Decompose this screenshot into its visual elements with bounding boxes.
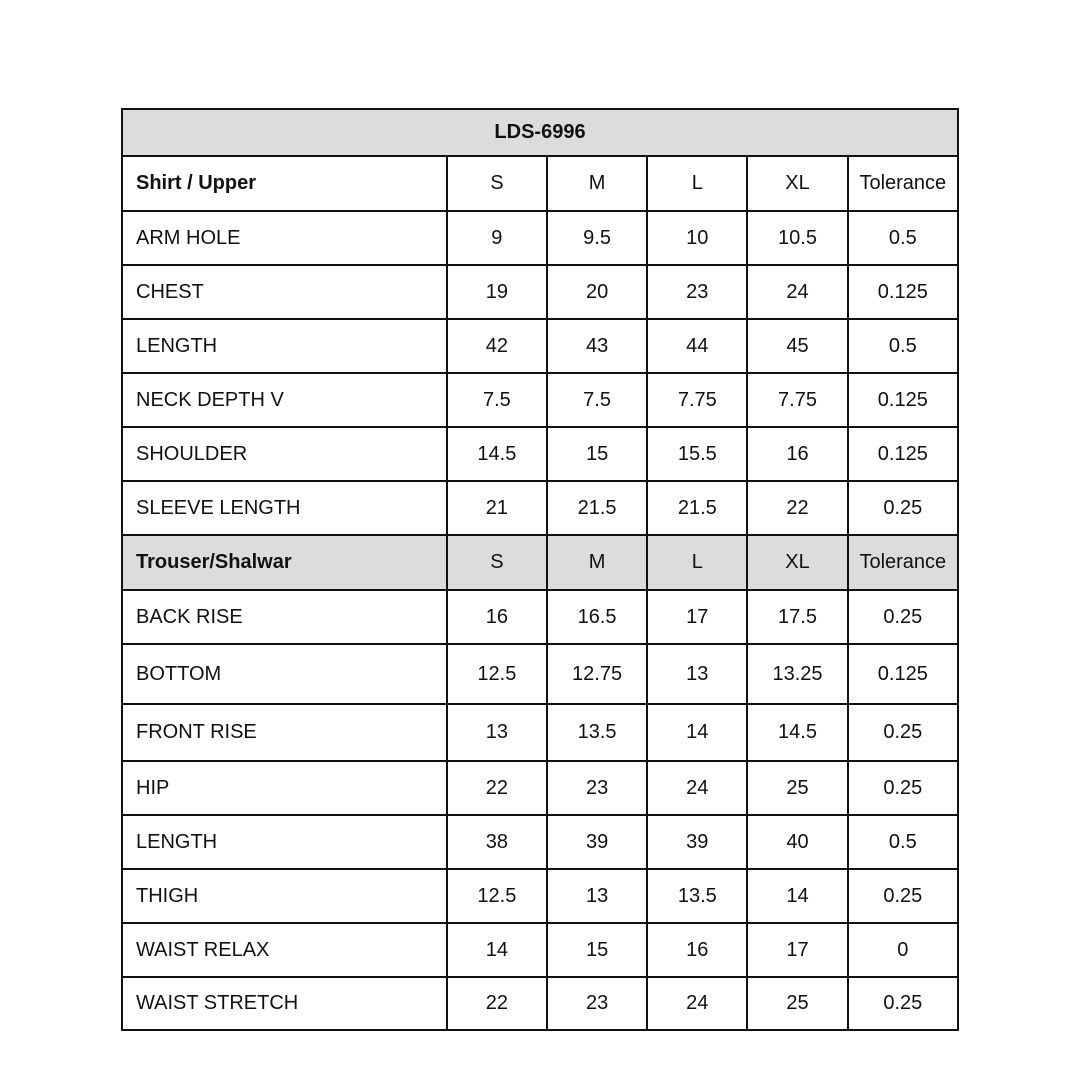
size-value-cell: 12.75 bbox=[547, 644, 647, 704]
tolerance-value-cell: 0.125 bbox=[848, 644, 958, 704]
tolerance-column-header: Tolerance bbox=[848, 156, 958, 211]
size-column-header: M bbox=[547, 156, 647, 211]
size-value-cell: 20 bbox=[547, 265, 647, 319]
measurement-name: CHEST bbox=[122, 265, 447, 319]
tolerance-value-cell: 0.25 bbox=[848, 590, 958, 644]
size-value-cell: 7.75 bbox=[647, 373, 747, 427]
title-row bbox=[122, 109, 958, 156]
size-value-cell: 40 bbox=[747, 815, 847, 869]
size-value-cell: 38 bbox=[447, 815, 547, 869]
table-row bbox=[122, 319, 958, 373]
size-value-cell: 16 bbox=[447, 590, 547, 644]
size-value-cell: 44 bbox=[647, 319, 747, 373]
tolerance-value-cell: 0.125 bbox=[848, 265, 958, 319]
tolerance-value-cell: 0.5 bbox=[848, 815, 958, 869]
size-value-cell: 14.5 bbox=[447, 427, 547, 481]
table-row bbox=[122, 211, 958, 265]
size-value-cell: 9.5 bbox=[547, 211, 647, 265]
measurement-name: LENGTH bbox=[122, 319, 447, 373]
size-value-cell: 23 bbox=[547, 761, 647, 815]
size-value-cell: 21.5 bbox=[647, 481, 747, 535]
size-value-cell: 15 bbox=[547, 427, 647, 481]
size-value-cell: 14 bbox=[447, 923, 547, 977]
table-row bbox=[122, 644, 958, 704]
section-header-row bbox=[122, 535, 958, 590]
size-column-header: L bbox=[647, 535, 747, 590]
size-value-cell: 25 bbox=[747, 977, 847, 1030]
size-value-cell: 13 bbox=[447, 704, 547, 761]
tolerance-value-cell: 0.25 bbox=[848, 481, 958, 535]
size-column-header: S bbox=[447, 535, 547, 590]
size-value-cell: 24 bbox=[747, 265, 847, 319]
size-value-cell: 22 bbox=[447, 977, 547, 1030]
measurement-name: WAIST STRETCH bbox=[122, 977, 447, 1030]
size-value-cell: 14 bbox=[647, 704, 747, 761]
size-value-cell: 16 bbox=[647, 923, 747, 977]
size-column-header: S bbox=[447, 156, 547, 211]
size-value-cell: 19 bbox=[447, 265, 547, 319]
size-value-cell: 13 bbox=[647, 644, 747, 704]
measurement-name: SHOULDER bbox=[122, 427, 447, 481]
table-row bbox=[122, 481, 958, 535]
table-row bbox=[122, 373, 958, 427]
size-value-cell: 21 bbox=[447, 481, 547, 535]
size-value-cell: 7.75 bbox=[747, 373, 847, 427]
size-value-cell: 9 bbox=[447, 211, 547, 265]
tolerance-value-cell: 0.5 bbox=[848, 319, 958, 373]
tolerance-value-cell: 0 bbox=[848, 923, 958, 977]
size-value-cell: 17.5 bbox=[747, 590, 847, 644]
size-value-cell: 17 bbox=[647, 590, 747, 644]
size-value-cell: 17 bbox=[747, 923, 847, 977]
table-row bbox=[122, 265, 958, 319]
size-chart-table bbox=[121, 108, 959, 1031]
section-title: Shirt / Upper bbox=[122, 156, 447, 211]
tolerance-value-cell: 0.125 bbox=[848, 373, 958, 427]
table-row bbox=[122, 704, 958, 761]
table-row bbox=[122, 427, 958, 481]
size-value-cell: 16.5 bbox=[547, 590, 647, 644]
measurement-name: BACK RISE bbox=[122, 590, 447, 644]
size-value-cell: 12.5 bbox=[447, 869, 547, 923]
size-value-cell: 43 bbox=[547, 319, 647, 373]
tolerance-value-cell: 0.125 bbox=[848, 427, 958, 481]
measurement-name: BOTTOM bbox=[122, 644, 447, 704]
size-value-cell: 22 bbox=[447, 761, 547, 815]
measurement-name: FRONT RISE bbox=[122, 704, 447, 761]
size-value-cell: 12.5 bbox=[447, 644, 547, 704]
size-value-cell: 39 bbox=[547, 815, 647, 869]
size-column-header: XL bbox=[747, 535, 847, 590]
table-row bbox=[122, 761, 958, 815]
table-row bbox=[122, 977, 958, 1030]
tolerance-value-cell: 0.25 bbox=[848, 977, 958, 1030]
measurement-name: ARM HOLE bbox=[122, 211, 447, 265]
size-value-cell: 10.5 bbox=[747, 211, 847, 265]
size-value-cell: 13.5 bbox=[547, 704, 647, 761]
size-value-cell: 22 bbox=[747, 481, 847, 535]
size-value-cell: 42 bbox=[447, 319, 547, 373]
measurement-name: NECK DEPTH V bbox=[122, 373, 447, 427]
size-value-cell: 24 bbox=[647, 761, 747, 815]
size-value-cell: 39 bbox=[647, 815, 747, 869]
section-title: Trouser/Shalwar bbox=[122, 535, 447, 590]
size-value-cell: 15 bbox=[547, 923, 647, 977]
tolerance-value-cell: 0.5 bbox=[848, 211, 958, 265]
size-value-cell: 7.5 bbox=[447, 373, 547, 427]
tolerance-value-cell: 0.25 bbox=[848, 869, 958, 923]
size-value-cell: 7.5 bbox=[547, 373, 647, 427]
size-column-header: XL bbox=[747, 156, 847, 211]
size-column-header: M bbox=[547, 535, 647, 590]
size-value-cell: 14.5 bbox=[747, 704, 847, 761]
table-row bbox=[122, 923, 958, 977]
size-value-cell: 10 bbox=[647, 211, 747, 265]
size-value-cell: 45 bbox=[747, 319, 847, 373]
tolerance-column-header: Tolerance bbox=[848, 535, 958, 590]
size-value-cell: 16 bbox=[747, 427, 847, 481]
size-value-cell: 13.5 bbox=[647, 869, 747, 923]
measurement-name: SLEEVE LENGTH bbox=[122, 481, 447, 535]
size-value-cell: 21.5 bbox=[547, 481, 647, 535]
size-value-cell: 15.5 bbox=[647, 427, 747, 481]
section-header-row bbox=[122, 156, 958, 211]
tolerance-value-cell: 0.25 bbox=[848, 704, 958, 761]
size-value-cell: 24 bbox=[647, 977, 747, 1030]
size-value-cell: 14 bbox=[747, 869, 847, 923]
size-chart-body bbox=[122, 109, 958, 1030]
size-value-cell: 13.25 bbox=[747, 644, 847, 704]
measurement-name: THIGH bbox=[122, 869, 447, 923]
size-column-header: L bbox=[647, 156, 747, 211]
size-value-cell: 25 bbox=[747, 761, 847, 815]
measurement-name: LENGTH bbox=[122, 815, 447, 869]
size-value-cell: 23 bbox=[647, 265, 747, 319]
table-row bbox=[122, 815, 958, 869]
table-row bbox=[122, 869, 958, 923]
measurement-name: HIP bbox=[122, 761, 447, 815]
size-value-cell: 23 bbox=[547, 977, 647, 1030]
chart-title: LDS-6996 bbox=[122, 109, 958, 156]
table-row bbox=[122, 590, 958, 644]
size-value-cell: 13 bbox=[547, 869, 647, 923]
tolerance-value-cell: 0.25 bbox=[848, 761, 958, 815]
measurement-name: WAIST RELAX bbox=[122, 923, 447, 977]
